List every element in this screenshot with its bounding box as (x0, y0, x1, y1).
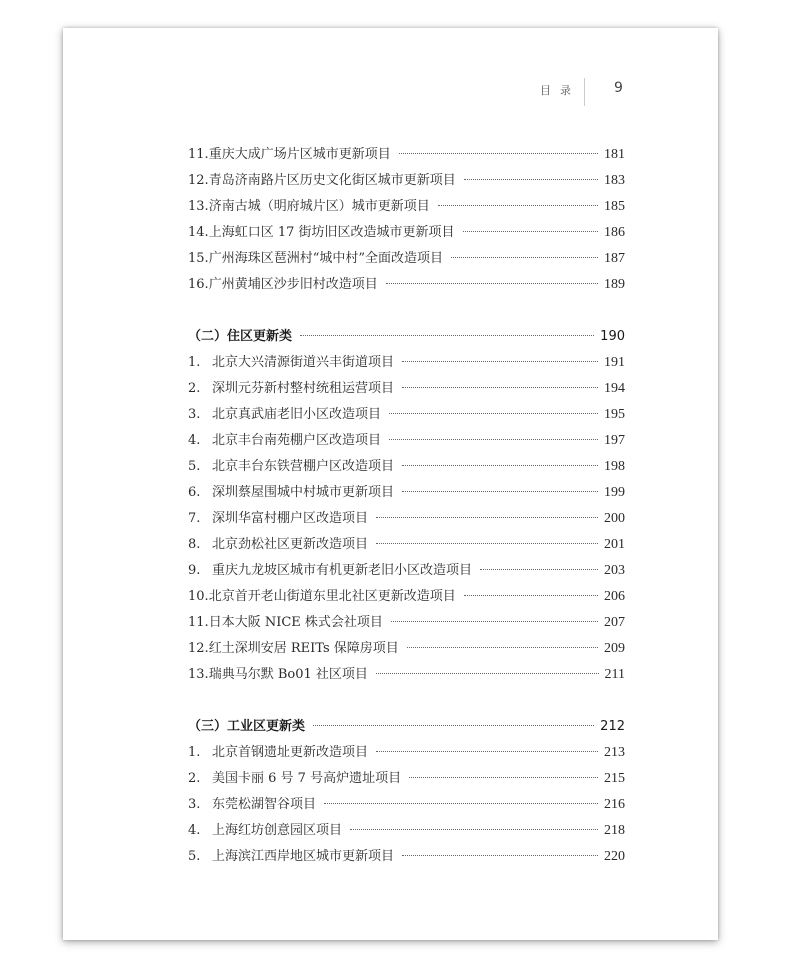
dot-leader (464, 179, 598, 180)
entry-title: 上海虹口区 17 街坊旧区改造城市更新项目 (208, 225, 455, 240)
dot-leader (402, 387, 598, 388)
entry-number: 11. (188, 615, 209, 630)
entry-page: 211 (604, 667, 625, 682)
section-gap (188, 688, 625, 714)
toc-entry[interactable] (188, 740, 625, 766)
dot-leader (402, 361, 598, 362)
toc-entry[interactable] (188, 818, 625, 844)
header-page-number: 9 (614, 80, 623, 96)
entry-number: 9. (188, 563, 201, 578)
toc-entry[interactable] (188, 194, 625, 220)
entry-page: 194 (604, 381, 625, 396)
entry-page: 189 (604, 277, 625, 292)
dot-leader (376, 673, 599, 674)
entry-title: 北京大兴清源街道兴丰街道项目 (212, 355, 395, 370)
toc-entry[interactable] (188, 506, 625, 532)
entry-page: 220 (604, 849, 625, 864)
entry-number: 12. (188, 641, 209, 656)
entry-page: 181 (604, 147, 625, 162)
toc-entry[interactable] (188, 428, 625, 454)
entry-title: 美国卡丽 6 号 7 号高炉遗址项目 (212, 771, 402, 786)
dot-leader (389, 439, 598, 440)
dot-leader (438, 205, 598, 206)
dot-leader (463, 231, 599, 232)
entry-number: 3. (188, 407, 201, 422)
dot-leader (324, 803, 598, 804)
dot-leader (480, 569, 598, 570)
entry-title: 济南古城（明府城片区）城市更新项目 (208, 199, 430, 214)
entry-title: 北京首开老山街道东里北社区更新改造项目 (208, 589, 456, 604)
toc-entry[interactable] (188, 480, 625, 506)
entry-page: 183 (604, 173, 625, 188)
entry-title: 北京丰台东铁营棚户区改造项目 (212, 459, 395, 474)
toc-entry[interactable] (188, 376, 625, 402)
toc-entry[interactable] (188, 584, 625, 610)
entry-page: 186 (604, 225, 625, 240)
entry-number: 5. (188, 849, 201, 864)
dot-leader (464, 595, 598, 596)
dot-leader (402, 491, 598, 492)
section-title: （三）工业区更新类 (188, 719, 306, 734)
entry-number: 6. (188, 485, 201, 500)
entry-title: 深圳蔡屋围城中村城市更新项目 (212, 485, 395, 500)
toc-entry[interactable] (188, 168, 625, 194)
entry-title: 重庆大成广场片区城市更新项目 (208, 147, 391, 162)
entry-page: 191 (604, 355, 625, 370)
entry-number: 14. (188, 225, 209, 240)
entry-title: 东莞松湖智谷项目 (212, 797, 317, 812)
entry-page: 203 (604, 563, 625, 578)
dot-leader (389, 413, 598, 414)
entry-number: 10. (188, 589, 209, 604)
entry-page: 213 (604, 745, 625, 760)
entry-number: 4. (188, 823, 201, 838)
entry-title: 瑞典马尔默 Bo01 社区项目 (208, 667, 368, 682)
toc-entry[interactable] (188, 662, 625, 688)
header-divider (584, 78, 585, 106)
entry-title: 红土深圳安居 REITs 保障房项目 (208, 641, 399, 656)
entry-title: 广州黄埔区沙步旧村改造项目 (208, 277, 378, 292)
toc-entry[interactable] (188, 532, 625, 558)
header-title: 目录 (540, 84, 580, 97)
entry-title: 上海红坊创意园区项目 (212, 823, 343, 838)
toc-entry[interactable] (188, 766, 625, 792)
entry-title: 重庆九龙坡区城市有机更新老旧小区改造项目 (212, 563, 473, 578)
entry-number: 3. (188, 797, 201, 812)
entry-number: 2. (188, 381, 201, 396)
book-page (63, 28, 718, 940)
entry-page: 198 (604, 459, 625, 474)
dot-leader (451, 257, 598, 258)
entry-number: 13. (188, 199, 209, 214)
section-gap (188, 298, 625, 324)
entry-page: 207 (604, 615, 625, 630)
section-title: （二）住区更新类 (188, 329, 293, 344)
dot-leader (402, 465, 598, 466)
entry-number: 5. (188, 459, 201, 474)
entry-title: 深圳华富村棚户区改造项目 (212, 511, 369, 526)
toc-entry[interactable] (188, 636, 625, 662)
entry-number: 8. (188, 537, 201, 552)
toc-entry[interactable] (188, 246, 625, 272)
toc-entry[interactable] (188, 792, 625, 818)
entry-number: 2. (188, 771, 201, 786)
entry-number: 13. (188, 667, 209, 682)
toc-entry[interactable] (188, 142, 625, 168)
dot-leader (300, 335, 594, 336)
dot-leader (407, 647, 598, 648)
table-of-contents (188, 142, 625, 870)
entry-page: 200 (604, 511, 625, 526)
dot-leader (402, 855, 598, 856)
entry-number: 15. (188, 251, 209, 266)
entry-title: 广州海珠区琶洲村“城中村”全面改造项目 (208, 251, 443, 266)
entry-number: 7. (188, 511, 201, 526)
dot-leader (386, 283, 598, 284)
entry-title: 青岛济南路片区历史文化街区城市更新项目 (208, 173, 456, 188)
entry-number: 16. (188, 277, 209, 292)
section-page: 212 (600, 719, 625, 734)
entry-title: 北京丰台南苑棚户区改造项目 (212, 433, 382, 448)
dot-leader (376, 517, 598, 518)
toc-entry[interactable] (188, 844, 625, 870)
toc-section-heading[interactable] (188, 714, 625, 740)
dot-leader (350, 829, 598, 830)
toc-entry[interactable] (188, 558, 625, 584)
toc-entry[interactable] (188, 402, 625, 428)
dot-leader (399, 153, 598, 154)
entry-page: 215 (604, 771, 625, 786)
entry-number: 4. (188, 433, 201, 448)
dot-leader (391, 621, 598, 622)
entry-page: 216 (604, 797, 625, 812)
toc-entry[interactable] (188, 610, 625, 636)
entry-number: 1. (188, 355, 201, 370)
entry-page: 201 (604, 537, 625, 552)
toc-entry[interactable] (188, 454, 625, 480)
dot-leader (409, 777, 598, 778)
entry-page: 185 (604, 199, 625, 214)
entry-title: 上海滨江西岸地区城市更新项目 (212, 849, 395, 864)
toc-entry[interactable] (188, 272, 625, 298)
entry-page: 209 (604, 641, 625, 656)
entry-title: 日本大阪 NICE 株式会社项目 (208, 615, 383, 630)
entry-number: 1. (188, 745, 201, 760)
entry-title: 北京首钢遗址更新改造项目 (212, 745, 369, 760)
toc-entry[interactable] (188, 220, 625, 246)
entry-title: 深圳元芬新村整村统租运营项目 (212, 381, 395, 396)
dot-leader (376, 543, 598, 544)
entry-page: 195 (604, 407, 625, 422)
entry-page: 199 (604, 485, 625, 500)
section-page: 190 (600, 329, 625, 344)
entry-page: 218 (604, 823, 625, 838)
entry-page: 187 (604, 251, 625, 266)
entry-title: 北京劲松社区更新改造项目 (212, 537, 369, 552)
toc-entry[interactable] (188, 350, 625, 376)
entry-page: 206 (604, 589, 625, 604)
entry-number: 11. (188, 147, 209, 162)
entry-page: 197 (604, 433, 625, 448)
dot-leader (313, 725, 594, 726)
running-header (63, 78, 718, 108)
dot-leader (376, 751, 598, 752)
entry-title: 北京真武庙老旧小区改造项目 (212, 407, 382, 422)
toc-section-heading[interactable] (188, 324, 625, 350)
entry-number: 12. (188, 173, 209, 188)
